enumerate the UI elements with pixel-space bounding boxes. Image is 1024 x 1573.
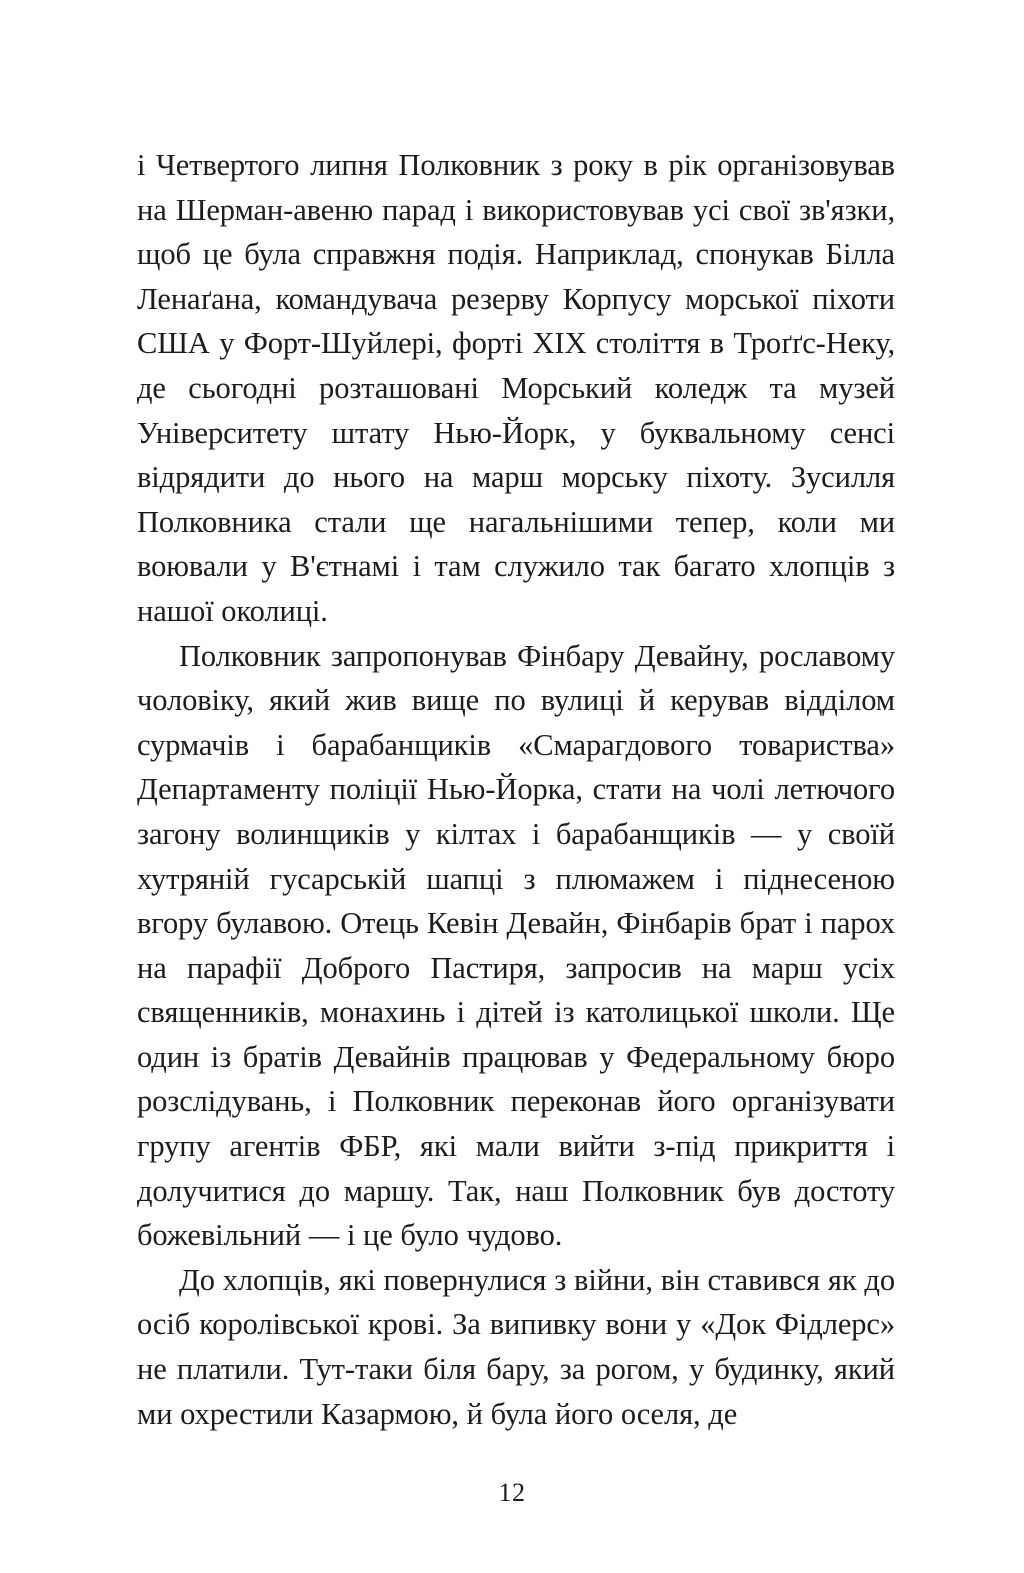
paragraph: Полковник запропонував Фінбару Девайну, рославому чоловіку, який жив вище по вулиці й керував відділом сурмачів і барабанщиків «Смарагдового товариства» Департаменту поліції Нью-Йорка, стати на чолі летючого загону волинщиків у кілтах і барабанщиків — у своїй хутряній гусарській шапці з плюмажем і піднесеною вгору булавою. Отець Кевін Девайн, Фінбарів брат і парох на парафії Доброго Пастиря, запросив на марш усіх священників, монахинь і дітей із католицької школи. Ще один із братів Девайнів працював у Федеральному бюро розслідувань, і Полковник переконав його організувати групу агентів ФБР, які мали вийти з-під прикриття і долучитися до маршу. Так, наш Полковник був достоту божевільний — і це було чудово.: [137, 638, 895, 1253]
paragraph: і Четвертого липня Полковник з року в рік організовував на Шерман-авеню парад і використовував усі свої зв'язки, щоб це була справжня подія. Наприклад, спонукав Білла Ленаґана, командувача резерву Корпусу морської піхоти США у Форт-Шуйлері, форті XIX століття в Троґґс-Неку, де сьогодні розташовані Морський коледж та музей Університету штату Нью-Йорк, у буквальному сенсі відрядити до нього на марш морську піхоту. Зусилля Полковника стали ще нагальнішими тепер, коли ми воювали у В'єтнамі і там служило так багато хлопців з нашої околиці.: [137, 148, 895, 628]
paragraph: До хлопців, які повернулися з війни, він ставився як до осіб королівської крові. За випивку вони у «Док Фідлерс» не платили. Тут-таки біля бару, за рогом, у будинку, який ми охрестили Казармою, й була його оселя, де: [137, 1262, 895, 1431]
page-number: 12: [498, 1478, 526, 1507]
body-text-block: [137, 143, 895, 1436]
